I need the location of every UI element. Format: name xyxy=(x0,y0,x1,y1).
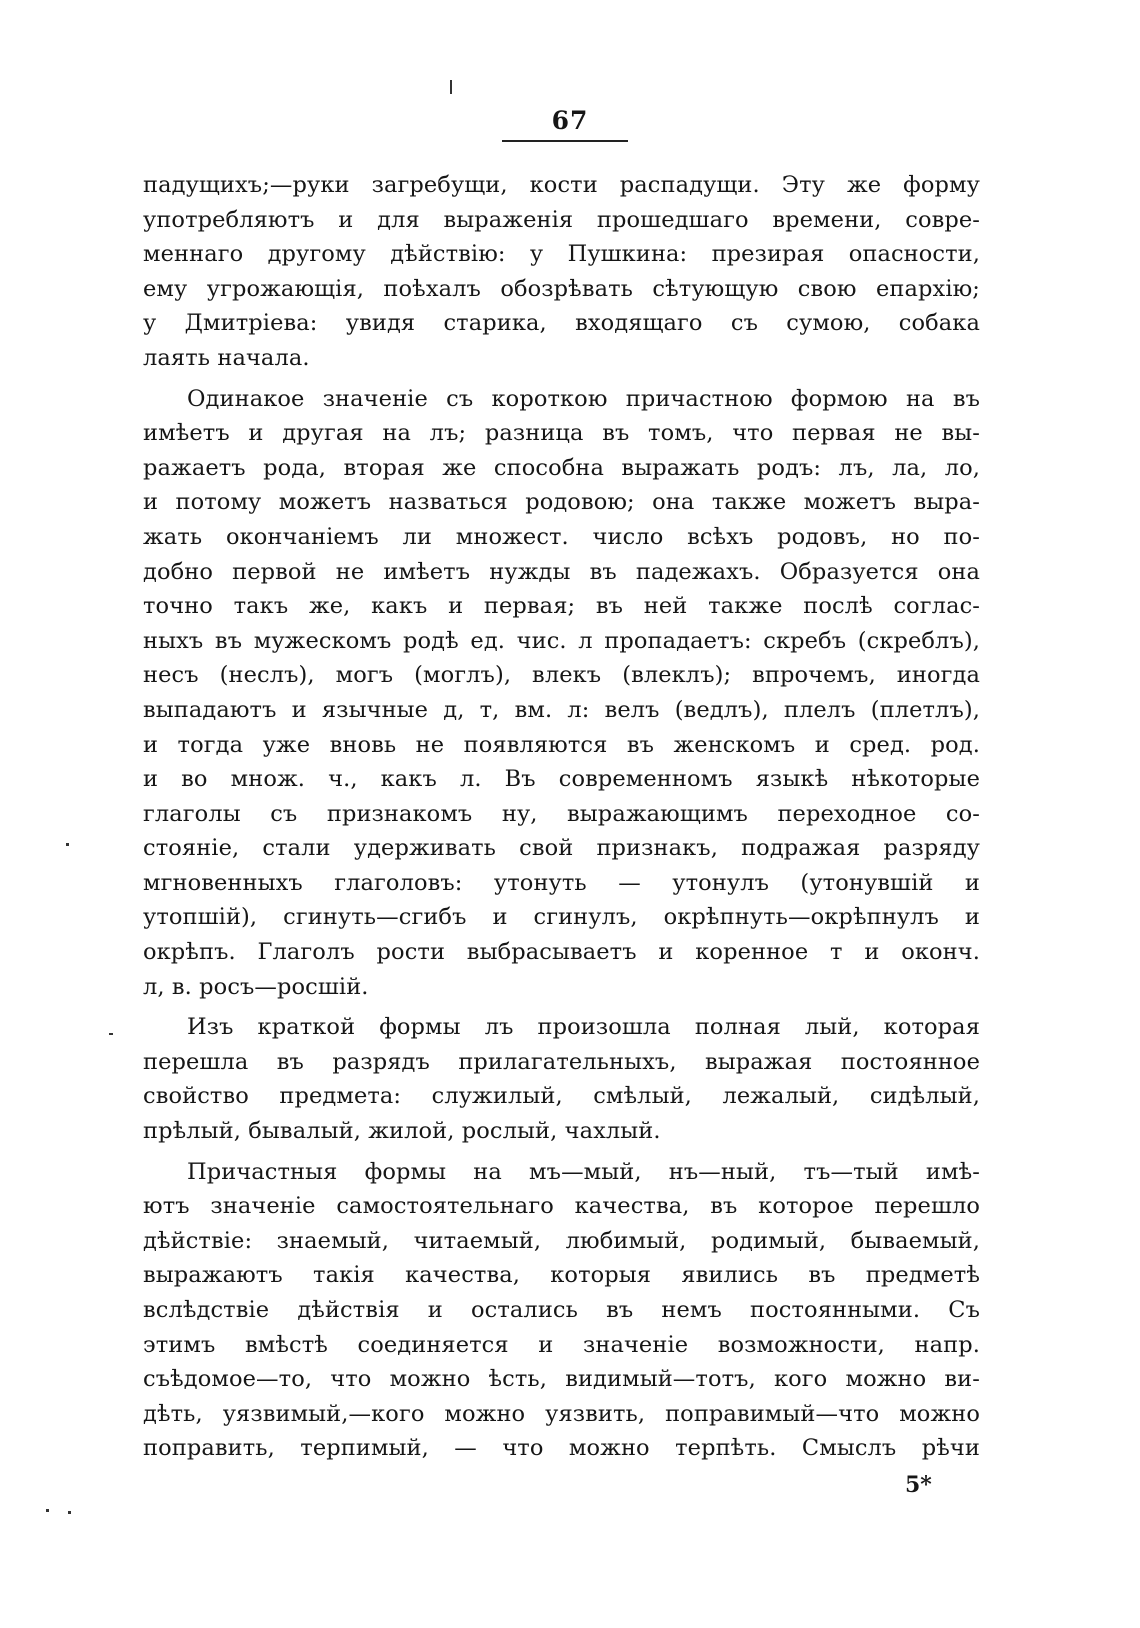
text-line: точно такъ же, какъ и первая; въ ней также послѣ соглас- xyxy=(143,593,980,620)
text-line: и во множ. ч., какъ л. Въ современномъ языкѣ нѣкоторые xyxy=(143,766,980,793)
text-line: этимъ вмѣстѣ соединяется и значеніе возможности, напр. xyxy=(143,1331,980,1358)
text-line: окрѣпъ. Глаголъ рости выбрасываетъ и коренное т и оконч. xyxy=(143,939,980,966)
text-line: съѣдомое—то, что можно ѣсть, видимый—тотъ, кого можно ви- xyxy=(143,1366,980,1393)
signature-mark: 5* xyxy=(905,1472,932,1498)
text-line: Одинакое значеніе съ короткою причастною формою на въ xyxy=(187,385,980,412)
text-line: Изъ краткой формы лъ произошла полная лый, которая xyxy=(187,1014,980,1041)
paragraph xyxy=(143,382,980,1005)
header-rule xyxy=(502,140,628,142)
text-line: прѣлый, бывалый, жилой, рослый, чахлый. xyxy=(143,1118,661,1145)
text-line: глаголы съ признакомъ ну, выражающимъ переходное со- xyxy=(143,800,980,827)
text-line: выражаютъ такія качества, которыя явились въ предметѣ xyxy=(143,1262,980,1289)
scan-speck xyxy=(46,1509,49,1512)
text-line: стояніе, стали удерживать свой признакъ, подражая разряду xyxy=(143,835,980,862)
text-line: перешла въ разрядъ прилагательныхъ, выражая постоянное xyxy=(143,1048,980,1075)
text-line: ему угрожающія, поѣхалъ обозрѣвать сѣтующую свою епархію; xyxy=(143,275,980,302)
text-line: ютъ значеніе самостоятельнаго качества, въ которое перешло xyxy=(143,1193,980,1220)
text-line: добно первой не имѣетъ нужды въ падежахъ. Образуется она xyxy=(143,558,980,585)
page-number: 67 xyxy=(551,106,589,135)
text-line: поправить, терпимый, — что можно терпѣть. Смыслъ рѣчи xyxy=(143,1435,980,1462)
scan-speck xyxy=(66,843,69,846)
text-line: свойство предмета: служилый, смѣлый, лежалый, сидѣлый, xyxy=(143,1083,980,1110)
text-line: вслѣдствіе дѣйствія и остались въ немъ постоянными. Съ xyxy=(143,1297,980,1323)
text-line: падущихъ;—руки загребущи, кости распадущи. Эту же форму xyxy=(143,172,980,198)
text-line: несъ (неслъ), могъ (моглъ), влекъ (влеклъ); впрочемъ, иногда xyxy=(143,662,980,689)
text-line: лаять начала. xyxy=(143,344,310,371)
text-line: Причастныя формы на мъ—мый, нъ—ный, тъ—тый имѣ- xyxy=(187,1158,980,1185)
text-line: употребляютъ и для выраженія прошедшаго времени, совре- xyxy=(143,206,980,233)
text-line: жать окончаніемъ ли множест. число всѣхъ родовъ, но по- xyxy=(143,523,980,550)
text-line: мгновенныхъ глаголовъ: утонуть — утонулъ (утонувшій и xyxy=(143,869,980,896)
text-line: и тогда уже вновь не появляются въ женскомъ и сред. род. xyxy=(143,731,980,758)
text-line: дѣйствіе: знаемый, читаемый, любимый, родимый, бываемый, xyxy=(143,1227,980,1254)
paragraph xyxy=(143,168,980,376)
scan-speck xyxy=(68,1511,71,1514)
text-line: ныхъ въ мужескомъ родѣ ед. чис. л пропадаетъ: скребъ (скреблъ), xyxy=(143,627,980,654)
text-line: выпадаютъ и язычные д, т, вм. л: велъ (ведлъ), плелъ (плетлъ), xyxy=(143,696,980,723)
scan-speck xyxy=(109,1033,113,1035)
paragraph xyxy=(143,1155,980,1466)
text-line: л, в. росъ—росшій. xyxy=(143,973,369,1000)
paragraph xyxy=(143,1010,980,1148)
body-text xyxy=(143,168,980,1466)
text-line: утопшій), сгинуть—сгибъ и сгинулъ, окрѣпнуть—окрѣпнулъ и xyxy=(143,904,980,931)
text-line: имѣетъ и другая на лъ; разница въ томъ, что первая не вы- xyxy=(143,420,980,447)
text-line: у Дмитріева: увидя старика, входящаго съ сумою, собака xyxy=(143,310,980,337)
text-line: меннаго другому дѣйствію: у Пушкина: презирая опасности, xyxy=(143,241,980,268)
scan-speck xyxy=(450,80,452,94)
text-line: дѣть, уязвимый,—кого можно уязвить, поправимый—что можно xyxy=(143,1400,980,1427)
text-line: и потому можетъ назваться родовою; она также можетъ выра- xyxy=(143,489,980,516)
text-line: ражаетъ рода, вторая же способна выражать родъ: лъ, ла, ло, xyxy=(143,454,980,481)
